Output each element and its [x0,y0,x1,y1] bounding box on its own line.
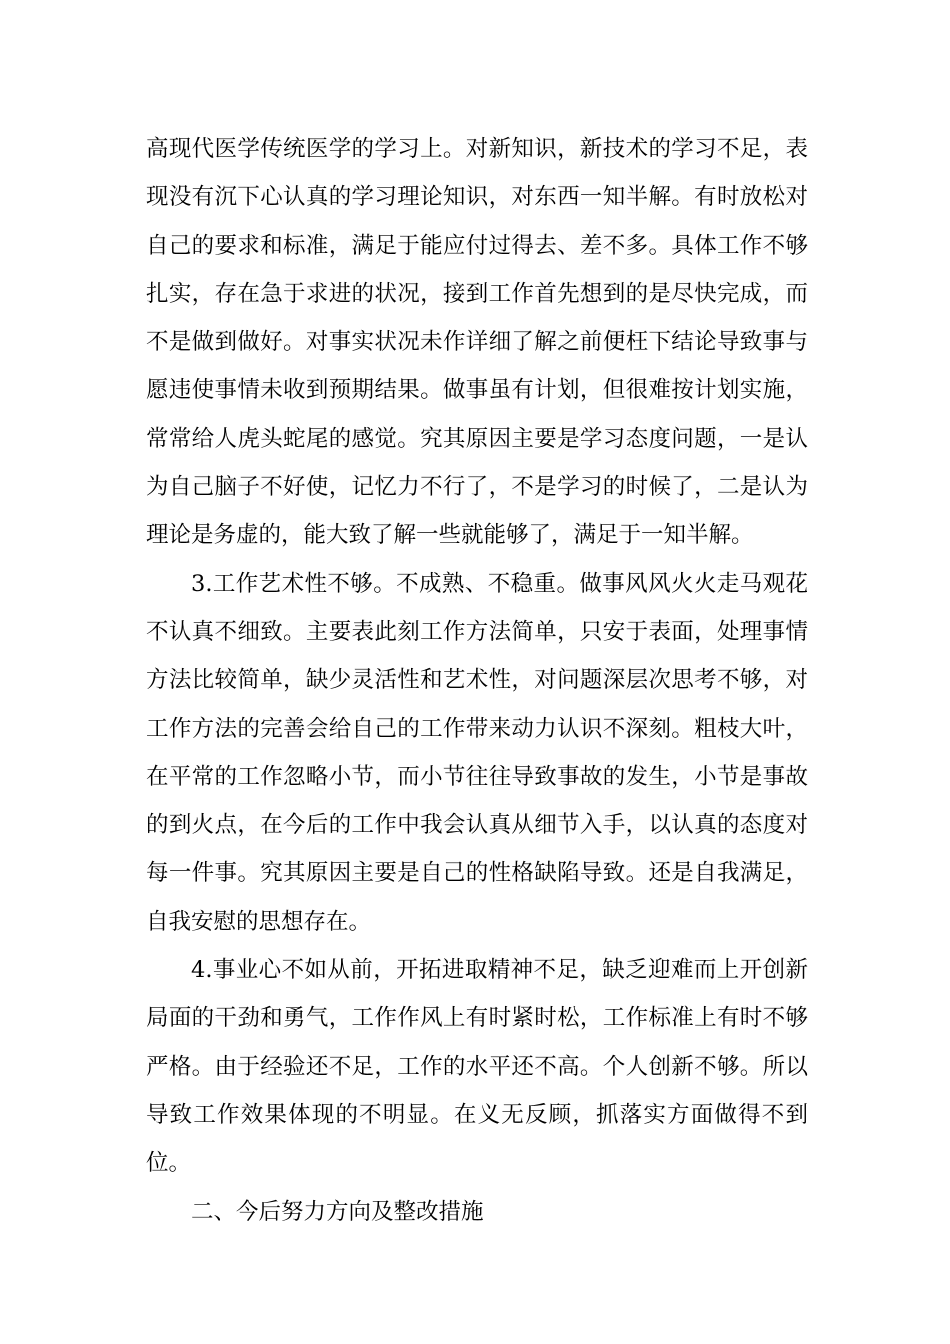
paragraph-continuation: 高现代医学传统医学的学习上。对新知识，新技术的学习不足，表现没有沉下心认真的学习理论知识，对东西一知半解。有时放松对自己的要求和标准，满足于能应付过得去、差不多。具体工作不够扎实，存在急于求进的状况，接到工作首先想到的是尽快完成，而不是做到做好。对事实状况未作详细了解之前便枉下结论导致事与愿违使事情未收到预期结果。做事虽有计划，但很难按计划实施，常常给人虎头蛇尾的感觉。究其原因主要是学习态度问题，一是认为自己脑子不好使，记忆力不行了，不是学习的时候了，二是认为理论是务虚的，能大致了解一些就能够了，满足于一知半解。 [146,136,808,549]
paragraph-item-3: 3.工作艺术性不够。不成熟、不稳重。做事风风火火走马观花不认真不细致。主要表此刻工作方法简单，只安于表面，处理事情方法比较简单，缺少灵活性和艺术性，对问题深层次思考不够，对工作方法的完善会给自己的工作带来动力认识不深刻。粗枝大叶，在平常的工作忽略小节，而小节往往导致事故的发生，小节是事故的到火点，在今后的工作中我会认真从细节入手，以认真的态度对每一件事。究其原因主要是自己的性格缺陷导致。还是自我满足，自我安慰的思想存在。 [146,570,808,935]
document-page [146,125,808,1236]
paragraph-item-4: 4.事业心不如从前，开拓进取精神不足，缺乏迎难而上开创新局面的干劲和勇气，工作作风上有时紧时松，工作标准上有时不够严格。由于经验还不足，工作的水平还不高。个人创新不够。所以导致工作效果体现的不明显。在义无反顾，抓落实方面做得不到位。 [146,957,808,1177]
section-heading: 二、今后努力方向及整改措施 [191,1198,484,1225]
